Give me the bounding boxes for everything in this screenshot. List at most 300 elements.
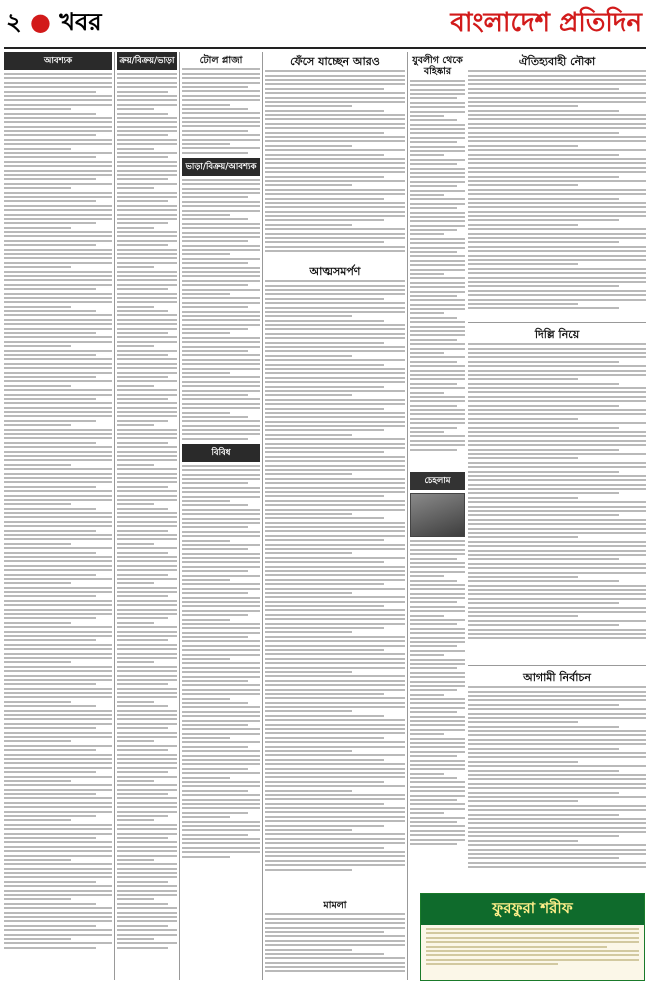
text-line-placeholder — [4, 723, 112, 725]
text-line-placeholder — [4, 227, 71, 229]
text-line-placeholder — [265, 649, 384, 651]
text-line-placeholder — [117, 815, 168, 817]
text-line-placeholder — [4, 420, 96, 422]
text-line-placeholder — [265, 184, 352, 186]
text-line-placeholder — [265, 118, 405, 120]
text-line-placeholder — [117, 433, 177, 435]
text-line-placeholder — [265, 224, 352, 226]
text-line-placeholder — [468, 383, 619, 385]
classified-listing — [117, 73, 177, 949]
text-line-placeholder — [468, 866, 646, 868]
text-line-placeholder — [117, 850, 177, 852]
text-line-placeholder — [4, 271, 112, 273]
text-line-placeholder — [4, 560, 112, 562]
text-line-placeholder — [468, 717, 646, 719]
column-divider — [262, 52, 263, 980]
classified-header: আবশ্যক — [4, 52, 112, 70]
text-line-placeholder — [117, 828, 177, 830]
text-line-placeholder — [265, 820, 405, 822]
text-line-placeholder — [4, 231, 112, 233]
text-line-placeholder — [182, 627, 260, 629]
text-line-placeholder — [468, 572, 646, 574]
text-line-placeholder — [468, 853, 646, 855]
text-line-placeholder — [117, 898, 154, 900]
text-line-placeholder — [265, 105, 352, 107]
text-line-placeholder — [265, 202, 405, 204]
text-line-placeholder — [265, 781, 384, 783]
text-line-placeholder — [426, 954, 639, 956]
text-line-placeholder — [468, 589, 646, 591]
text-line-placeholder — [182, 192, 260, 194]
text-line-placeholder — [265, 412, 405, 414]
text-line-placeholder — [182, 487, 260, 489]
text-line-placeholder — [4, 350, 112, 352]
text-line-placeholder — [468, 532, 646, 534]
text-line-placeholder — [117, 740, 154, 742]
text-line-placeholder — [265, 280, 405, 282]
text-line-placeholder — [468, 101, 646, 103]
text-line-placeholder — [117, 257, 177, 259]
text-line-placeholder — [410, 571, 465, 573]
text-line-placeholder — [265, 768, 405, 770]
text-line-placeholder — [468, 268, 646, 270]
text-line-placeholder — [468, 748, 619, 750]
text-line-placeholder — [117, 806, 177, 808]
text-line-placeholder — [4, 929, 112, 931]
text-line-placeholder — [265, 667, 405, 669]
text-line-placeholder — [4, 275, 112, 277]
text-line-placeholder — [182, 816, 230, 818]
text-line-placeholder — [117, 152, 177, 154]
text-line-placeholder — [182, 218, 248, 220]
text-line-placeholder — [468, 691, 646, 693]
text-line-placeholder — [4, 556, 112, 558]
text-line-placeholder — [468, 523, 646, 525]
text-line-placeholder — [182, 359, 260, 361]
text-line-placeholder — [265, 311, 405, 313]
text-line-placeholder — [182, 99, 260, 101]
text-line-placeholder — [4, 332, 96, 334]
text-line-placeholder — [117, 420, 168, 422]
text-line-placeholder — [4, 328, 112, 330]
text-line-placeholder — [182, 139, 260, 141]
text-line-placeholder — [410, 396, 465, 398]
text-line-placeholder — [117, 780, 154, 782]
text-line-placeholder — [182, 214, 230, 216]
text-line-placeholder — [4, 240, 112, 242]
text-line-placeholder — [117, 701, 154, 703]
text-line-placeholder — [265, 250, 405, 252]
text-line-placeholder — [410, 830, 465, 832]
text-line-placeholder — [117, 802, 177, 804]
text-line-placeholder — [4, 565, 112, 567]
text-line-placeholder — [117, 104, 177, 106]
text-line-placeholder — [4, 174, 112, 176]
text-line-placeholder — [182, 482, 248, 484]
text-line-placeholder — [4, 266, 71, 268]
text-line-placeholder — [265, 566, 405, 568]
text-line-placeholder — [4, 582, 71, 584]
text-line-placeholder — [4, 77, 112, 79]
text-line-placeholder — [4, 516, 112, 518]
text-line-placeholder — [265, 838, 405, 840]
text-line-placeholder — [468, 558, 619, 560]
text-line-placeholder — [265, 83, 405, 85]
text-line-placeholder — [265, 860, 405, 862]
text-line-placeholder — [4, 525, 112, 527]
text-line-placeholder — [468, 70, 646, 72]
text-line-placeholder — [117, 178, 168, 180]
text-line-placeholder — [117, 718, 177, 720]
text-line-placeholder — [468, 734, 646, 736]
text-line-placeholder — [410, 672, 465, 674]
text-line-placeholder — [117, 284, 177, 286]
text-line-placeholder — [182, 372, 230, 374]
text-line-placeholder — [182, 121, 260, 123]
text-line-placeholder — [182, 183, 260, 185]
text-line-placeholder — [468, 840, 578, 842]
text-line-placeholder — [468, 501, 646, 503]
text-line-placeholder — [4, 314, 112, 316]
text-line-placeholder — [4, 398, 96, 400]
text-line-placeholder — [4, 293, 112, 295]
text-line-placeholder — [265, 842, 405, 844]
section-rule — [468, 665, 646, 666]
text-line-placeholder — [265, 315, 352, 317]
text-line-placeholder — [182, 311, 260, 313]
text-line-placeholder — [182, 90, 260, 92]
text-line-placeholder — [4, 758, 112, 760]
text-line-placeholder — [410, 689, 457, 691]
text-line-placeholder — [468, 396, 646, 398]
text-line-placeholder — [410, 562, 465, 564]
text-line-placeholder — [182, 368, 260, 370]
text-line-placeholder — [4, 363, 112, 365]
text-line-placeholder — [410, 111, 465, 113]
text-line-placeholder — [182, 561, 260, 563]
text-line-placeholder — [265, 465, 405, 467]
text-line-placeholder — [265, 715, 384, 717]
text-line-placeholder — [117, 183, 177, 185]
text-line-placeholder — [4, 310, 96, 312]
text-line-placeholder — [117, 912, 177, 914]
text-line-placeholder — [4, 617, 96, 619]
text-line-placeholder — [182, 398, 260, 400]
text-line-placeholder — [182, 807, 260, 809]
text-line-placeholder — [265, 487, 405, 489]
text-line-placeholder — [4, 433, 112, 435]
text-line-placeholder — [265, 561, 384, 563]
text-line-placeholder — [4, 688, 112, 690]
text-line-placeholder — [468, 593, 646, 595]
text-line-placeholder — [468, 633, 646, 635]
text-line-placeholder — [117, 262, 177, 264]
text-line-placeholder — [410, 781, 465, 783]
text-line-placeholder — [265, 574, 405, 576]
text-line-placeholder — [265, 460, 405, 462]
ad-headline: ফুরফুরা শরীফ — [421, 894, 644, 925]
text-line-placeholder — [182, 557, 260, 559]
text-line-placeholder — [182, 619, 230, 621]
text-line-placeholder — [4, 297, 112, 299]
column-divider — [114, 52, 115, 980]
text-line-placeholder — [182, 592, 248, 594]
text-line-placeholder — [265, 451, 384, 453]
text-line-placeholder — [182, 785, 260, 787]
text-line-placeholder — [468, 79, 646, 81]
text-line-placeholder — [4, 464, 71, 466]
text-line-placeholder — [468, 783, 646, 785]
text-line-placeholder — [117, 385, 154, 387]
text-line-placeholder — [182, 433, 260, 435]
text-line-placeholder — [182, 847, 260, 849]
text-line-placeholder — [426, 941, 639, 943]
text-line-placeholder — [4, 569, 112, 571]
right-story-1 — [468, 52, 646, 322]
text-line-placeholder — [410, 198, 465, 200]
text-line-placeholder — [410, 185, 457, 187]
text-line-placeholder — [468, 554, 646, 556]
text-line-placeholder — [265, 456, 405, 458]
text-line-placeholder — [468, 462, 646, 464]
text-line-placeholder — [117, 490, 177, 492]
text-line-placeholder — [4, 323, 112, 325]
text-line-placeholder — [468, 154, 619, 156]
text-line-placeholder — [117, 293, 177, 295]
text-line-placeholder — [410, 685, 465, 687]
text-line-placeholder — [117, 617, 168, 619]
text-line-placeholder — [117, 200, 168, 202]
text-line-placeholder — [182, 755, 260, 757]
text-line-placeholder — [265, 298, 384, 300]
text-line-placeholder — [265, 302, 405, 304]
text-line-placeholder — [117, 925, 168, 927]
center-story-3 — [265, 897, 405, 980]
text-line-placeholder — [182, 689, 260, 691]
text-line-placeholder — [468, 431, 646, 433]
text-line-placeholder — [4, 916, 112, 918]
text-line-placeholder — [4, 455, 112, 457]
text-line-placeholder — [4, 806, 112, 808]
text-line-placeholder — [265, 680, 405, 682]
text-line-placeholder — [265, 728, 405, 730]
center-story-2 — [265, 262, 405, 897]
text-line-placeholder — [182, 680, 248, 682]
text-line-placeholder — [410, 427, 457, 429]
text-line-placeholder — [468, 136, 646, 138]
text-line-placeholder — [410, 681, 465, 683]
text-line-placeholder — [117, 86, 177, 88]
text-line-placeholder — [265, 526, 405, 528]
text-line-placeholder — [410, 264, 465, 266]
text-line-placeholder — [182, 289, 260, 291]
text-line-placeholder — [182, 134, 260, 136]
text-line-placeholder — [265, 372, 405, 374]
text-line-placeholder — [265, 399, 405, 401]
text-line-placeholder — [182, 825, 260, 827]
text-line-placeholder — [4, 675, 112, 677]
text-line-placeholder — [4, 376, 96, 378]
text-line-placeholder — [265, 228, 405, 230]
text-line-placeholder — [410, 821, 457, 823]
text-line-placeholder — [117, 784, 177, 786]
text-line-placeholder — [410, 159, 465, 161]
text-line-placeholder — [4, 257, 112, 259]
text-line-placeholder — [4, 648, 112, 650]
text-line-placeholder — [4, 108, 71, 110]
text-line-placeholder — [410, 580, 457, 582]
text-line-placeholder — [468, 184, 578, 186]
text-line-placeholder — [4, 811, 112, 813]
text-line-placeholder — [182, 522, 260, 524]
article-headline: মামলা — [323, 900, 347, 911]
text-line-placeholder — [410, 124, 465, 126]
text-line-placeholder — [4, 473, 112, 475]
text-line-placeholder — [117, 595, 168, 597]
article-headline: দিল্লি নিয়ে — [534, 328, 580, 341]
text-line-placeholder — [468, 255, 646, 257]
text-line-placeholder — [468, 365, 646, 367]
text-line-placeholder — [117, 139, 177, 141]
text-line-placeholder — [468, 471, 619, 473]
text-line-placeholder — [410, 724, 465, 726]
text-line-placeholder — [410, 383, 457, 385]
text-line-placeholder — [468, 774, 646, 776]
text-line-placeholder — [182, 640, 260, 642]
text-line-placeholder — [410, 273, 444, 275]
text-line-placeholder — [468, 440, 646, 442]
text-line-placeholder — [410, 348, 465, 350]
text-line-placeholder — [468, 563, 646, 565]
text-line-placeholder — [4, 938, 71, 940]
text-line-placeholder — [4, 394, 112, 396]
text-line-placeholder — [182, 337, 260, 339]
text-line-placeholder — [117, 174, 177, 176]
text-line-placeholder — [265, 544, 405, 546]
text-line-placeholder — [117, 99, 177, 101]
text-line-placeholder — [182, 733, 260, 735]
text-line-placeholder — [410, 707, 465, 709]
text-line-placeholder — [410, 729, 465, 731]
text-line-placeholder — [410, 154, 444, 156]
text-line-placeholder — [265, 539, 384, 541]
text-line-placeholder — [117, 411, 177, 413]
text-line-placeholder — [410, 343, 465, 345]
text-line-placeholder — [4, 486, 96, 488]
text-line-placeholder — [117, 538, 177, 540]
text-line-placeholder — [265, 851, 405, 853]
text-line-placeholder — [265, 193, 405, 195]
obituary-column — [410, 472, 465, 890]
article-headline: টোল প্লাজা — [199, 55, 243, 66]
text-line-placeholder — [117, 754, 177, 756]
text-line-placeholder — [410, 233, 444, 235]
text-line-placeholder — [410, 286, 465, 288]
text-line-placeholder — [117, 644, 177, 646]
text-line-placeholder — [182, 223, 260, 225]
text-line-placeholder — [468, 299, 646, 301]
text-line-placeholder — [117, 218, 177, 220]
text-line-placeholder — [117, 714, 177, 716]
text-line-placeholder — [468, 721, 578, 723]
text-line-placeholder — [117, 301, 177, 303]
text-line-placeholder — [410, 141, 457, 143]
text-line-placeholder — [265, 289, 405, 291]
text-line-placeholder — [410, 295, 457, 297]
text-line-placeholder — [182, 583, 260, 585]
text-line-placeholder — [117, 582, 154, 584]
text-line-placeholder — [182, 407, 260, 409]
text-line-placeholder — [182, 227, 260, 229]
text-line-placeholder — [410, 400, 465, 402]
text-line-placeholder — [265, 333, 405, 335]
text-line-placeholder — [410, 242, 465, 244]
text-line-placeholder — [182, 324, 260, 326]
text-line-placeholder — [468, 756, 646, 758]
text-line-placeholder — [265, 570, 405, 572]
text-line-placeholder — [4, 679, 112, 681]
text-line-placeholder — [4, 657, 112, 659]
text-line-placeholder — [4, 925, 96, 927]
article-body — [265, 280, 405, 870]
text-line-placeholder — [265, 500, 405, 502]
text-line-placeholder — [468, 510, 646, 512]
text-line-placeholder — [117, 415, 177, 417]
text-line-placeholder — [182, 201, 260, 203]
text-line-placeholder — [117, 442, 168, 444]
text-line-placeholder — [4, 113, 96, 115]
text-line-placeholder — [117, 560, 177, 562]
text-line-placeholder — [468, 743, 646, 745]
text-line-placeholder — [117, 481, 177, 483]
text-line-placeholder — [4, 626, 112, 628]
text-line-placeholder — [117, 345, 154, 347]
text-line-placeholder — [265, 962, 405, 964]
text-line-placeholder — [410, 203, 465, 205]
text-line-placeholder — [117, 657, 177, 659]
text-line-placeholder — [4, 367, 112, 369]
text-line-placeholder — [4, 868, 112, 870]
text-line-placeholder — [4, 152, 112, 154]
text-line-placeholder — [468, 805, 646, 807]
text-line-placeholder — [4, 718, 112, 720]
text-line-placeholder — [117, 354, 168, 356]
text-line-placeholder — [468, 413, 646, 415]
text-line-placeholder — [182, 531, 260, 533]
text-line-placeholder — [182, 117, 260, 119]
article-headline: ফেঁসে যাচ্ছেন আরও — [290, 55, 380, 68]
text-line-placeholder — [182, 82, 260, 84]
text-line-placeholder — [182, 500, 230, 502]
text-line-placeholder — [410, 839, 465, 841]
text-line-placeholder — [410, 190, 465, 192]
text-line-placeholder — [410, 746, 465, 748]
text-line-placeholder — [182, 750, 260, 752]
text-line-placeholder — [182, 720, 260, 722]
text-line-placeholder — [468, 695, 646, 697]
text-line-placeholder — [410, 255, 465, 257]
text-line-placeholder — [182, 416, 248, 418]
text-line-placeholder — [265, 189, 405, 191]
text-line-placeholder — [182, 794, 260, 796]
text-line-placeholder — [265, 101, 405, 103]
text-line-placeholder — [410, 269, 465, 271]
text-line-placeholder — [410, 786, 465, 788]
page-number: ২ ● খবর — [6, 8, 102, 36]
text-line-placeholder — [468, 620, 646, 622]
text-line-placeholder — [265, 927, 405, 929]
right-story-3 — [468, 668, 646, 890]
